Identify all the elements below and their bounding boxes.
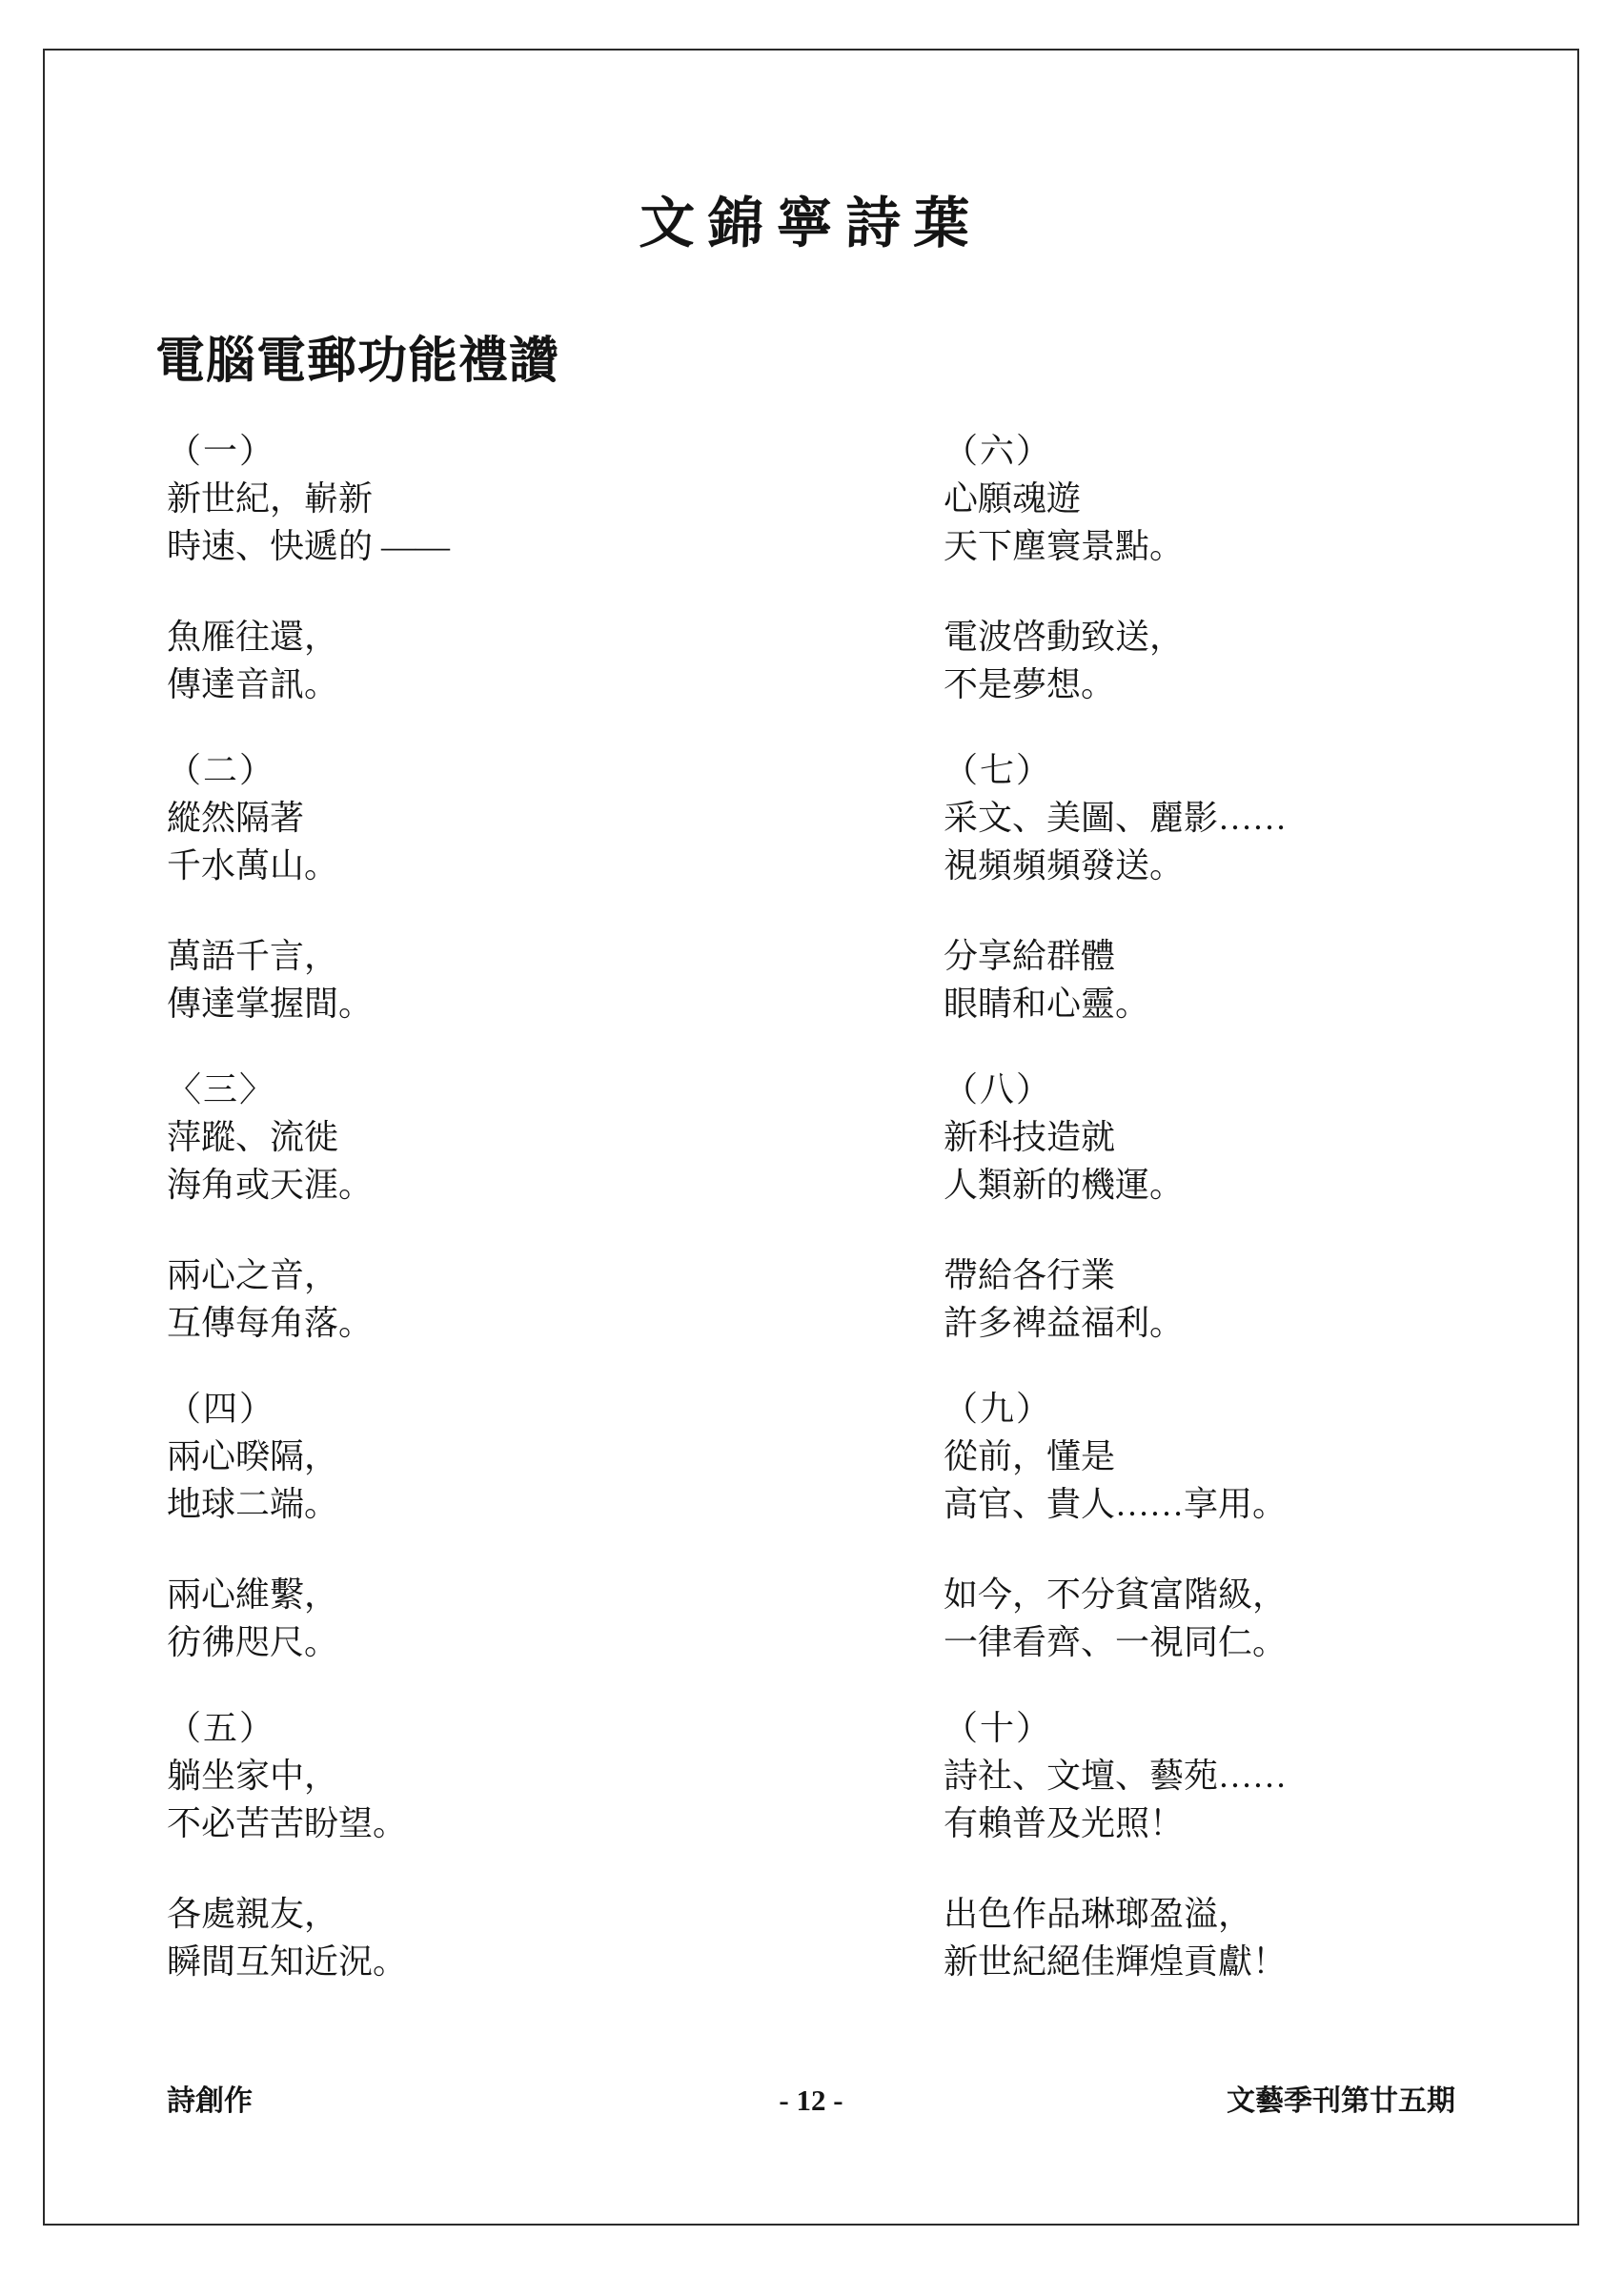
page-footer [167,2077,1455,2119]
page-number: - 12 - [779,2084,843,2117]
couplet [167,1752,944,1847]
poem-line: 新世紀絕佳輝煌貢獻！ [944,1942,1288,1981]
poem-line: 高官、貴人……享用。 [944,1485,1288,1523]
couplet [167,613,944,708]
poem-title: 電腦電郵功能禮讚 [155,335,560,389]
couplet [944,1113,1455,1209]
couplet [944,932,1455,1027]
stanza-4 [167,1385,944,1666]
couplet [944,794,1455,889]
poem-line: 兩心維繫， [167,1576,339,1614]
stanza-6 [944,427,1455,708]
poem-line: 采文、美圖、麗影…… [944,799,1288,837]
poem-line: 兩心暌隔， [167,1437,339,1475]
couplet [944,1890,1455,1985]
poem-line: 萍蹤、流徙 [167,1118,339,1156]
couplet [167,1571,944,1666]
poem-line: 許多裨益福利。 [944,1304,1185,1342]
footer-section-label: 詩創作 [167,2085,253,2117]
couplet [167,1113,944,1209]
stanza-1 [167,427,944,708]
stanza-10 [944,1704,1455,1985]
couplet [167,1251,944,1347]
poem-line: 各處親友， [167,1895,339,1933]
poem-column-right [944,427,1455,2023]
poem-line: 從前，懂是 [944,1437,1116,1475]
poem-line: 地球二端。 [167,1485,339,1523]
stanza-number: （四） [167,1390,276,1428]
stanza-number: （九） [944,1390,1053,1428]
page-content [43,49,1579,2226]
poem-line: 電波啓動致送， [944,618,1185,656]
poem-line: 如今，不分貧富階級， [944,1576,1288,1614]
stanza-9 [944,1385,1455,1666]
stanza-number: （六） [944,432,1053,470]
stanza-7 [944,746,1455,1027]
poem-line: 出色作品琳瑯盈溢， [944,1895,1253,1933]
poem-line: 人類新的機運。 [944,1166,1185,1204]
poem-line: 詩社、文壇、藝苑…… [944,1757,1288,1795]
poem-line: 新世紀，嶄新 [167,479,374,518]
poem-line: 視頻頻頻發送。 [944,846,1185,884]
poem-line: 一律看齊、一視同仁。 [944,1623,1288,1661]
poem-line: 海角或天涯。 [167,1166,374,1204]
couplet [167,475,944,570]
footer-journal-label: 文藝季刊第廿五期 [1227,2085,1455,2117]
stanza-8 [944,1066,1455,1347]
poem-line: 眼睛和心靈。 [944,985,1150,1023]
couplet [167,794,944,889]
stanza-number: （十） [944,1709,1053,1747]
poem-line: 萬語千言， [167,937,339,975]
poem-columns [167,427,1455,2023]
poem-line: 縱然隔著 [167,799,305,837]
poem-line: 新科技造就 [944,1118,1116,1156]
stanza-number: （二） [167,751,276,789]
poem-line: 魚雁往還， [167,618,339,656]
couplet [167,1890,944,1985]
stanza-3 [167,1066,944,1347]
couplet [944,613,1455,708]
couplet [944,1433,1455,1528]
poem-line: 分享給群體 [944,937,1116,975]
stanza-5 [167,1704,944,1985]
stanza-number: （八） [944,1070,1053,1108]
couplet [944,1251,1455,1347]
couplet [167,932,944,1027]
couplet [944,1752,1455,1847]
couplet [167,1433,944,1528]
poem-line: 彷彿咫尺。 [167,1623,339,1661]
poem-line: 傳達掌握間。 [167,985,374,1023]
poem-line: 躺坐家中， [167,1757,339,1795]
poem-line: 有賴普及光照！ [944,1804,1185,1842]
stanza-number: （五） [167,1709,276,1747]
calligraphic-title: 文錦寧詩葉 [638,191,985,255]
couplet [944,1571,1455,1666]
poem-line: 傳達音訊。 [167,665,339,703]
couplet [944,475,1455,570]
poem-line: 帶給各行業 [944,1256,1116,1294]
stanza-2 [167,746,944,1027]
poem-line: 不是夢想。 [944,665,1116,703]
stanza-number: （七） [944,751,1053,789]
stanza-number: （一） [167,432,276,470]
stanza-number: 〈三〉 [167,1070,276,1108]
poem-line: 心願魂遊 [944,479,1082,518]
poem-line: 不必苦苦盼望。 [167,1804,408,1842]
poem-line: 瞬間互知近況。 [167,1942,408,1981]
poem-line: 天下塵寰景點。 [944,527,1185,565]
poem-line: 時速、快遞的 —— [167,527,451,565]
poem-line: 互傳每角落。 [167,1304,374,1342]
poem-line: 千水萬山。 [167,846,339,884]
poem-column-left [167,427,944,2023]
poem-line: 兩心之音， [167,1256,339,1294]
